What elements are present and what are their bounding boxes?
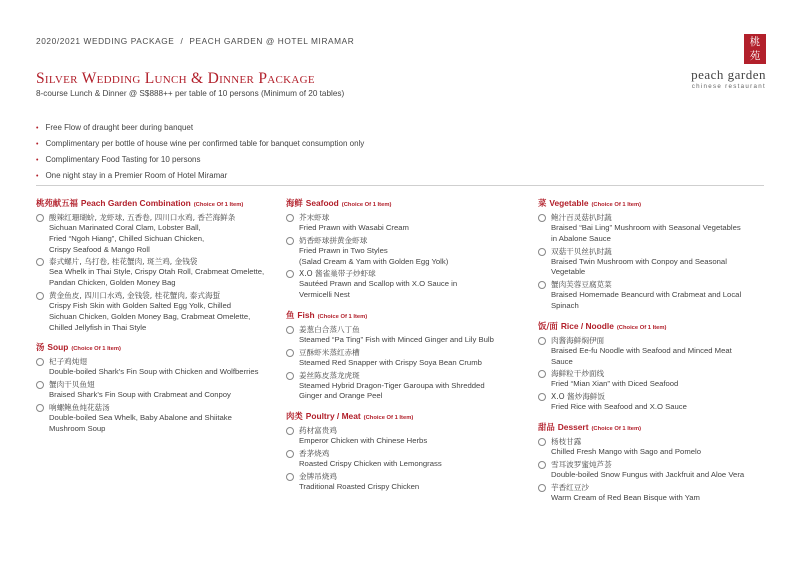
dish-name-en: Braised Ee-fu Noodle with Seafood and Minced Meat Sauce <box>551 345 732 366</box>
dish-item <box>36 256 286 289</box>
section-title-en: Fish <box>297 309 315 320</box>
section-soup <box>36 341 286 434</box>
dish-item <box>538 212 770 245</box>
dish-name-zh: 酸辣红珊瑚蚧, 龙虾球, 五香卷, 四川口水鸡, 香芒海鲜条 <box>49 213 236 222</box>
dish-name-en: Sichuan Marinated Coral Clam, Lobster Ball, Fried “Ngoh Hiang”, Chilled Sichuan Chicken, Crispy Seafood & Mango Roll <box>49 223 205 254</box>
dish-item <box>538 335 770 368</box>
menu-column-3 <box>538 197 770 511</box>
header-line <box>36 36 354 46</box>
dish-name-en: Steamed Hybrid Dragon-Tiger Garoupa with Shredded Ginger and Orange Peel <box>299 380 485 401</box>
dish-name-zh: 鲍汁百灵菇扒时蔬 <box>551 213 612 222</box>
dish-name-zh: 姜丝陈皮蒸龙虎斑 <box>299 370 360 380</box>
circle-bullet-icon <box>36 214 44 222</box>
dish-item <box>538 279 770 312</box>
dish-name-en: Roasted Crispy Chicken with Lemongrass <box>299 458 442 468</box>
section-poultry-meat <box>286 410 536 492</box>
dish-item <box>286 324 536 346</box>
dish-name-zh: X.O 酱炒海鲜饭 <box>551 392 605 402</box>
dish-name-zh: 金牌吊烧鸡 <box>299 471 337 481</box>
circle-bullet-icon <box>538 214 546 222</box>
dish-name-en: Double-boiled Sea Whelk, Baby Abalone and Shiitake Mushroom Soup <box>49 412 232 433</box>
circle-bullet-icon <box>286 270 294 278</box>
dish-name-en: Fried Prawn in Two Styles (Salad Cream & Yam with Golden Egg Yolk) <box>299 245 449 266</box>
section-title <box>36 341 286 355</box>
circle-bullet-icon <box>286 237 294 245</box>
dish-name-zh: 肉酱海鲜焖伊面 <box>551 335 605 345</box>
dish-name-zh: 芥末虾球 <box>299 213 330 222</box>
perk-item: • One night stay in a Premier Room of Hotel Miramar <box>36 168 364 184</box>
dish-item <box>36 290 286 333</box>
dish-name-zh: 香茅烧鸡 <box>299 448 330 458</box>
dish-item <box>538 459 770 481</box>
circle-bullet-icon <box>36 358 44 366</box>
dish-name-zh: 药材富贵鸡 <box>299 426 337 436</box>
section-title-zh: 甜品 <box>538 421 555 432</box>
circle-bullet-icon <box>286 349 294 357</box>
dish-item <box>538 368 770 390</box>
brand-name: peach garden <box>691 67 766 82</box>
section-title <box>36 197 286 211</box>
circle-bullet-icon <box>286 214 294 222</box>
section-seafood <box>286 197 536 301</box>
circle-bullet-icon <box>538 461 546 469</box>
dish-name-en: Chilled Fresh Mango with Sago and Pomelo <box>551 446 701 456</box>
dish-name-zh: 泰式螺片, 乌打卷, 桂花蟹肉, 斑兰鸡, 金钱袋 <box>49 257 198 267</box>
dish-name-en: Steamed Red Snapper with Crispy Soya Bean Crumb <box>299 357 482 367</box>
page-title: Silver Wedding Lunch & Dinner Package <box>36 70 315 87</box>
dish-item <box>36 212 286 255</box>
section-title <box>538 320 770 334</box>
section-title-en: Vegetable <box>549 198 589 208</box>
section-title-zh: 鱼 <box>286 309 295 320</box>
section-fish <box>286 309 536 402</box>
dish-item <box>286 268 536 301</box>
dish-name-en: Sea Whelk in Thai Style, Crispy Otah Roll, Crabmeat Omelette, Pandan Chicken, Golden Money Bag <box>49 267 265 288</box>
dish-name-zh: 响螺鲍鱼炖花菇汤 <box>49 402 110 412</box>
circle-bullet-icon <box>538 281 546 289</box>
brand-logo <box>636 34 766 90</box>
seal-char-1: 桃 <box>749 36 761 48</box>
dish-name-zh: 芋香红豆沙 <box>551 482 589 492</box>
section-title-zh: 汤 <box>36 342 45 353</box>
circle-bullet-icon <box>538 393 546 401</box>
section-title-zh: 桃苑献五福 <box>36 198 78 208</box>
dish-name-zh: 蟹肉芙蓉豆腐苋菜 <box>551 280 612 290</box>
dish-name-en: Braised Homemade Beancurd with Crabmeat and Local Spinach <box>551 290 742 310</box>
choice-note: (Choice Of 1 Item) <box>591 425 642 432</box>
seal-char-2: 苑 <box>749 50 761 62</box>
dish-name-en: Fried Rice with Seafood and X.O Sauce <box>551 402 687 412</box>
dish-item <box>286 370 536 403</box>
section-title <box>286 410 536 424</box>
section-vegetable <box>538 197 770 312</box>
section-title-en: Peach Garden Combination <box>80 198 191 208</box>
dish-item <box>36 356 286 378</box>
dish-name-zh: 海鲜粒干炒面线 <box>551 369 605 379</box>
dish-name-en: Braised Twin Mushroom with Conpoy and Seasonal Vegetable <box>551 256 727 277</box>
dish-name-zh: 杞子鸡炖翅 <box>49 357 87 367</box>
menu-column-2 <box>286 197 536 501</box>
dish-name-zh: 黄金鱼皮, 四川口水鸡, 金钱袋, 桂花蟹肉, 泰式海蜇 <box>49 290 221 300</box>
circle-bullet-icon <box>538 337 546 345</box>
dish-item <box>286 448 536 470</box>
section-title <box>286 197 536 211</box>
section-title-en: Seafood <box>305 198 339 208</box>
dish-name-en: Braised Shark’s Fin Soup with Crabmeat and Conpoy <box>49 390 231 400</box>
section-title-zh: 菜 <box>538 198 547 208</box>
seal-icon <box>744 34 766 64</box>
dish-name-zh: 杨枝甘露 <box>551 436 582 446</box>
package-label: 2020/2021 WEDDING PACKAGE <box>36 36 175 46</box>
choice-note: (Choice Of 1 Item) <box>591 202 642 208</box>
section-title-zh: 海鲜 <box>286 198 303 208</box>
dish-name-zh: 奶香虾球拼黄金虾球 <box>299 235 368 245</box>
section-title-en: Soup <box>47 342 69 353</box>
choice-note: (Choice Of 1 Item) <box>616 324 667 331</box>
circle-bullet-icon <box>36 258 44 266</box>
dish-name-zh: 姜葱白合蒸八丁鱼 <box>299 324 360 334</box>
circle-bullet-icon <box>36 404 44 412</box>
divider <box>36 185 764 186</box>
dish-item <box>538 246 770 279</box>
perks-list <box>36 120 364 184</box>
dish-name-en: Steamed “Pa Ting” Fish with Minced Ginger and Lily Bulb <box>299 334 494 344</box>
circle-bullet-icon <box>36 292 44 300</box>
circle-bullet-icon <box>538 438 546 446</box>
venue-label: PEACH GARDEN @ HOTEL MIRAMAR <box>189 36 355 46</box>
dish-name-en: Warm Cream of Red Bean Bisque with Yam <box>551 492 700 502</box>
circle-bullet-icon <box>286 450 294 458</box>
circle-bullet-icon <box>286 326 294 334</box>
dish-name-zh: 双菇干贝丝扒时蔬 <box>551 246 612 256</box>
circle-bullet-icon <box>286 473 294 481</box>
dish-item <box>538 391 770 413</box>
choice-note: (Choice Of 1 Item) <box>363 415 414 422</box>
dish-name-zh: X.O 酱雀巢带子炒虾球 <box>299 269 376 279</box>
section-title-zh: 饭/面 <box>538 320 558 331</box>
dish-name-en: Fried Prawn with Wasabi Cream <box>299 223 409 232</box>
dish-item <box>286 471 536 493</box>
package-price: 8-course Lunch & Dinner @ S$888++ per table of 10 persons (Minimum of 20 tables) <box>36 89 345 98</box>
menu-column-1 <box>36 197 286 443</box>
perk-item: • Free Flow of draught beer during banquet <box>36 120 364 136</box>
dish-item <box>538 482 770 504</box>
section-title-en: Poultry / Meat <box>305 411 361 422</box>
circle-bullet-icon <box>286 427 294 435</box>
choice-note: (Choice Of 1 Item) <box>71 346 121 353</box>
dish-name-en: Traditional Roasted Crispy Chicken <box>299 481 420 491</box>
dish-item <box>286 425 536 447</box>
header-separator: / <box>180 36 184 46</box>
dish-item <box>36 402 286 435</box>
section-title <box>286 309 536 323</box>
section-title <box>538 197 770 211</box>
dish-name-en: Double-boiled Snow Fungus with Jackfruit and Aloe Vera <box>551 469 745 479</box>
circle-bullet-icon <box>36 381 44 389</box>
dish-name-en: Braised “Bai Ling” Mushroom with Seasonal Vegetables in Abalone Sauce <box>551 223 741 243</box>
section-title-en: Rice / Noodle <box>560 320 614 331</box>
dish-name-en: Crispy Fish Skin with Golden Salted Egg Yolk, Chilled Sichuan Chicken, Golden Money Bag, Crabmeat Omelette, Chilled Jellyfish in Thai Style <box>49 300 251 332</box>
dish-name-zh: 豆酥虾米蒸红赤槽 <box>299 347 360 357</box>
circle-bullet-icon <box>538 370 546 378</box>
dish-name-en: Double-boiled Shark’s Fin Soup with Chicken and Wolfberries <box>49 367 259 377</box>
dish-name-zh: 蟹肉干贝鱼翅 <box>49 380 95 390</box>
section-title-zh: 肉类 <box>286 411 303 422</box>
section-title <box>538 421 770 435</box>
section-rice-noodle <box>538 320 770 413</box>
dish-item <box>36 379 286 401</box>
choice-note: (Choice Of 1 Item) <box>341 202 392 208</box>
dish-name-en: Sautéed Prawn and Scallop with X.O Sauce in Vermicelli Nest <box>299 279 458 300</box>
circle-bullet-icon <box>538 248 546 256</box>
circle-bullet-icon <box>286 372 294 380</box>
section-combination <box>36 197 286 333</box>
brand-subtitle: chinese restaurant <box>691 83 766 90</box>
section-dessert <box>538 421 770 503</box>
dish-item <box>286 235 536 268</box>
dish-item <box>286 347 536 369</box>
choice-note: (Choice Of 1 Item) <box>317 313 368 320</box>
dish-name-zh: 雪耳波罗蜜炖芦荟 <box>551 459 612 469</box>
perk-item: • Complimentary per bottle of house wine per confirmed table for banquet consumption only <box>36 136 364 152</box>
section-title-en: Dessert <box>557 421 589 432</box>
dish-item <box>286 212 536 234</box>
choice-note: (Choice Of 1 Item) <box>193 202 244 208</box>
perk-item: • Complimentary Food Tasting for 10 persons <box>36 152 364 168</box>
dish-name-en: Emperor Chicken with Chinese Herbs <box>299 436 428 446</box>
dish-name-en: Fried “Mian Xian” with Diced Seafood <box>551 379 679 389</box>
circle-bullet-icon <box>538 484 546 492</box>
dish-item <box>538 436 770 458</box>
